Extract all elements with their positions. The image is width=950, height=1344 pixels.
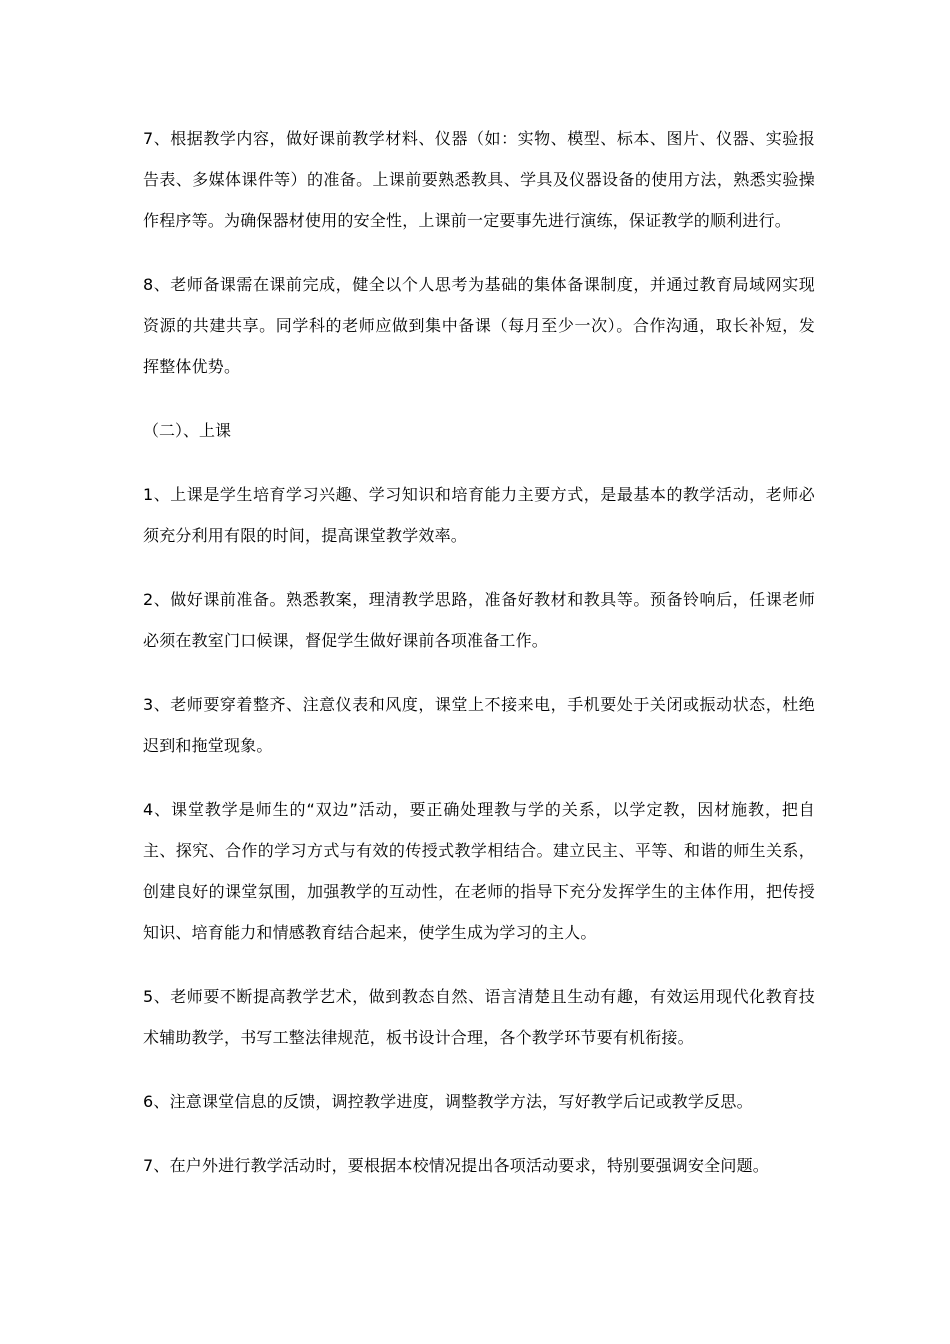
section-heading-class: （二）、上课 <box>143 421 232 440</box>
paragraph-item-4-interaction: 4、课堂教学是师生的“双边”活动，要正确处理教与学的关系，以学定教，因材施教，把自主、探究、合作的学习方式与有效的传授式教学相结合。建立民主、平等、和谐的师生关系，创建良好的课堂氛围，加强教学的互动性，在老师的指导下充分发挥学生的主体作用，把传授知识、培育能力和情感教育结合起来，使学生成为学习的主人。 <box>143 800 815 942</box>
paragraph-item-7-outdoor: 7、在户外进行教学活动时，要根据本校情况提出各项活动要求，特别要强调安全问题。 <box>143 1156 769 1175</box>
paragraph-item-1-class: 1、上课是学生培育学习兴趣、学习知识和培育能力主要方式，是最基本的教学活动，老师必须充分利用有限的时间，提高课堂教学效率。 <box>143 485 815 545</box>
paragraph-item-8-collective-prep: 8、老师备课需在课前完成，健全以个人思考为基础的集体备课制度，并通过教育局域网实现资源的共建共享。同学科的老师应做到集中备课（每月至少一次）。合作沟通，取长补短，发挥整体优势。 <box>143 275 815 376</box>
paragraph-item-5-teaching-art: 5、老师要不断提高教学艺术，做到教态自然、语言清楚且生动有趣，有效运用现代化教育技术辅助教学，书写工整法律规范，板书设计合理，各个教学环节要有机衔接。 <box>143 987 815 1047</box>
paragraph-item-2-preparation: 2、做好课前准备。熟悉教案，理清教学思路，准备好教材和教具等。预备铃响后，任课老师必须在教室门口候课，督促学生做好课前各项准备工作。 <box>143 590 815 650</box>
paragraph-item-6-feedback: 6、注意课堂信息的反馈，调控教学进度，调整教学方法，写好教学后记或教学反思。 <box>143 1092 753 1111</box>
document-body <box>143 118 815 1209</box>
paragraph-item-3-appearance: 3、老师要穿着整齐、注意仪表和风度，课堂上不接来电，手机要处于关闭或振动状态，杜绝迟到和拖堂现象。 <box>143 695 815 755</box>
paragraph-item-7-materials: 7、根据教学内容，做好课前教学材料、仪器（如：实物、模型、标本、图片、仪器、实验报告表、多媒体课件等）的准备。上课前要熟悉教具、学具及仪器设备的使用方法，熟悉实验操作程序等。为确保器材使用的安全性，上课前一定要事先进行演练，保证教学的顺利进行。 <box>143 129 815 230</box>
